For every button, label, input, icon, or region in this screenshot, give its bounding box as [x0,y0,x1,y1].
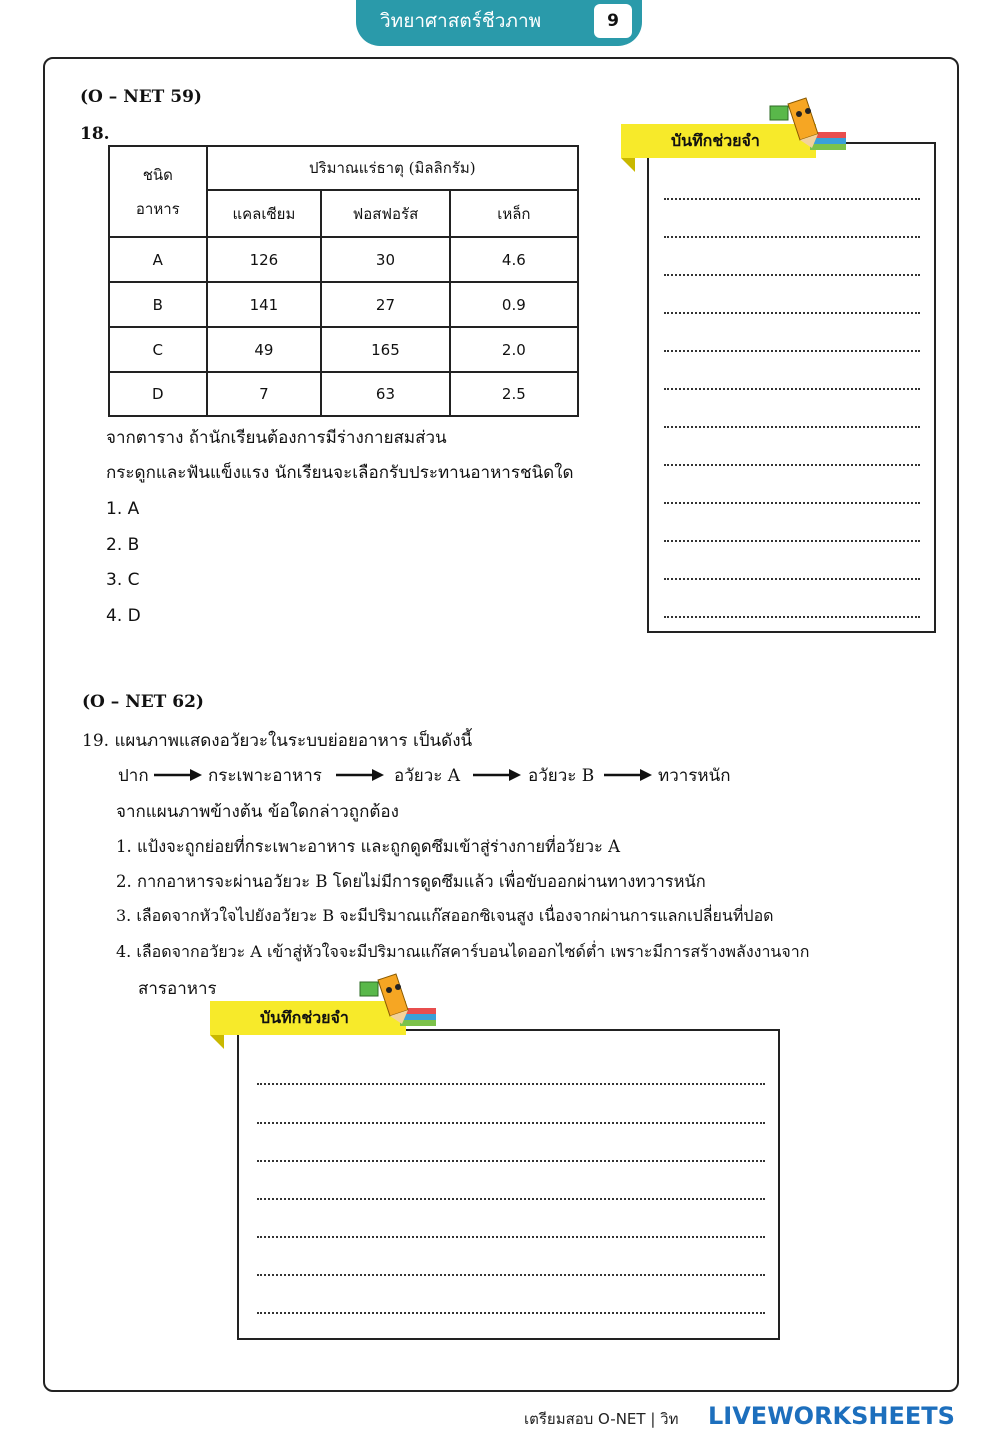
arrow-right-icon [604,768,652,782]
liveworksheets-watermark: LIVEWORKSHEETS [708,1402,955,1430]
writing-line[interactable] [664,350,920,352]
pencil-mascot-icon [356,972,440,1032]
writing-line[interactable] [257,1160,765,1162]
table-row: C 49 165 2.0 [109,327,578,372]
column-header: เหล็ก [450,190,578,237]
table-row: D 7 63 2.5 [109,372,578,416]
flow-step: อวัยวะ A [394,766,461,786]
writing-line[interactable] [664,616,920,618]
arrow-right-icon [336,768,384,782]
writing-line[interactable] [664,388,920,390]
column-header: ฟอสฟอรัส [321,190,450,237]
writing-line[interactable] [664,502,920,504]
page-number: 9 [594,4,632,38]
q19-prompt: จากแผนภาพข้างต้น ข้อใดกล่าวถูกต้อง [116,802,399,822]
header-title: วิทยาศาสตร์ชีวภาพ [380,10,542,32]
food-type-header: ชนิด อาหาร [109,146,207,237]
writing-line[interactable] [257,1122,765,1124]
flow-step: กระเพาะอาหาร [208,766,322,786]
flow-step: อวัยวะ B [528,766,595,786]
q18-choice-4[interactable]: 4. D [106,606,141,626]
writing-line[interactable] [664,198,920,200]
writing-line[interactable] [664,236,920,238]
q19-choice-3[interactable]: 3. เลือดจากหัวใจไปยังอวัยวะ B จะมีปริมาณแก๊สออกซิเจนสูง เนื่องจากผ่านการแลกเปลี่ยนที่ปอด [116,906,774,925]
q19-stem: 19. แผนภาพแสดงอวัยวะในระบบย่อยอาหาร เป็นดังนี้ [82,731,473,751]
note-label-2: บันทึกช่วยจำ [210,1001,406,1035]
writing-line[interactable] [664,540,920,542]
q18-choice-1[interactable]: 1. A [106,499,140,519]
writing-line[interactable] [257,1083,765,1085]
writing-line[interactable] [257,1312,765,1314]
pencil-mascot-icon [766,96,850,156]
q18-choice-3[interactable]: 3. C [106,570,140,590]
arrow-right-icon [473,768,521,782]
q18-stem-line2: กระดูกและฟันแข็งแรง นักเรียนจะเลือกรับประทานอาหารชนิดใด [106,463,574,483]
writing-line[interactable] [257,1274,765,1276]
q19-choice-1[interactable]: 1. แป้งจะถูกย่อยที่กระเพาะอาหาร และถูกดูดซึมเข้าสู่ร่างกายที่อวัยวะ A [116,837,621,856]
q19-source: (O – NET 62) [82,692,204,712]
note-label-1: บันทึกช่วยจำ [621,124,816,158]
writing-line[interactable] [664,578,920,580]
writing-line[interactable] [257,1198,765,1200]
arrow-right-icon [154,768,202,782]
note-box-2 [237,1029,780,1340]
table-row: A 126 30 4.6 [109,237,578,282]
writing-line[interactable] [664,426,920,428]
q18-stem-line1: จากตาราง ถ้านักเรียนต้องการมีร่างกายสมส่วน [106,428,447,448]
column-header: แคลเซียม [207,190,322,237]
writing-line[interactable] [257,1236,765,1238]
q18-number: 18. [80,124,110,144]
flow-step: ปาก [118,766,149,786]
writing-line[interactable] [664,274,920,276]
writing-line[interactable] [664,464,920,466]
q19-choice-2[interactable]: 2. กากอาหารจะผ่านอวัยวะ B โดยไม่มีการดูดซึมแล้ว เพื่อขับออกผ่านทางทวารหนัก [116,872,706,891]
mineral-group-header: ปริมาณแร่ธาตุ (มิลลิกรัม) [207,146,578,190]
mineral-table [108,145,579,417]
flow-step: ทวารหนัก [658,766,731,786]
writing-line[interactable] [664,312,920,314]
q18-choice-2[interactable]: 2. B [106,535,140,555]
q19-choice-4-cont: สารอาหาร [138,979,217,999]
q19-choice-4[interactable]: 4. เลือดจากอวัยวะ A เข้าสู่หัวใจจะมีปริมาณแก๊สคาร์บอนไดออกไซด์ต่ำ เพราะมีการสร้างพลังงานจาก [116,942,810,961]
footer-text: เตรียมสอบ O-NET | วิท [524,1410,679,1428]
note-label-fold [621,158,635,172]
q18-source: (O – NET 59) [80,87,202,107]
table-row: B 141 27 0.9 [109,282,578,327]
note-label-fold [210,1035,224,1049]
